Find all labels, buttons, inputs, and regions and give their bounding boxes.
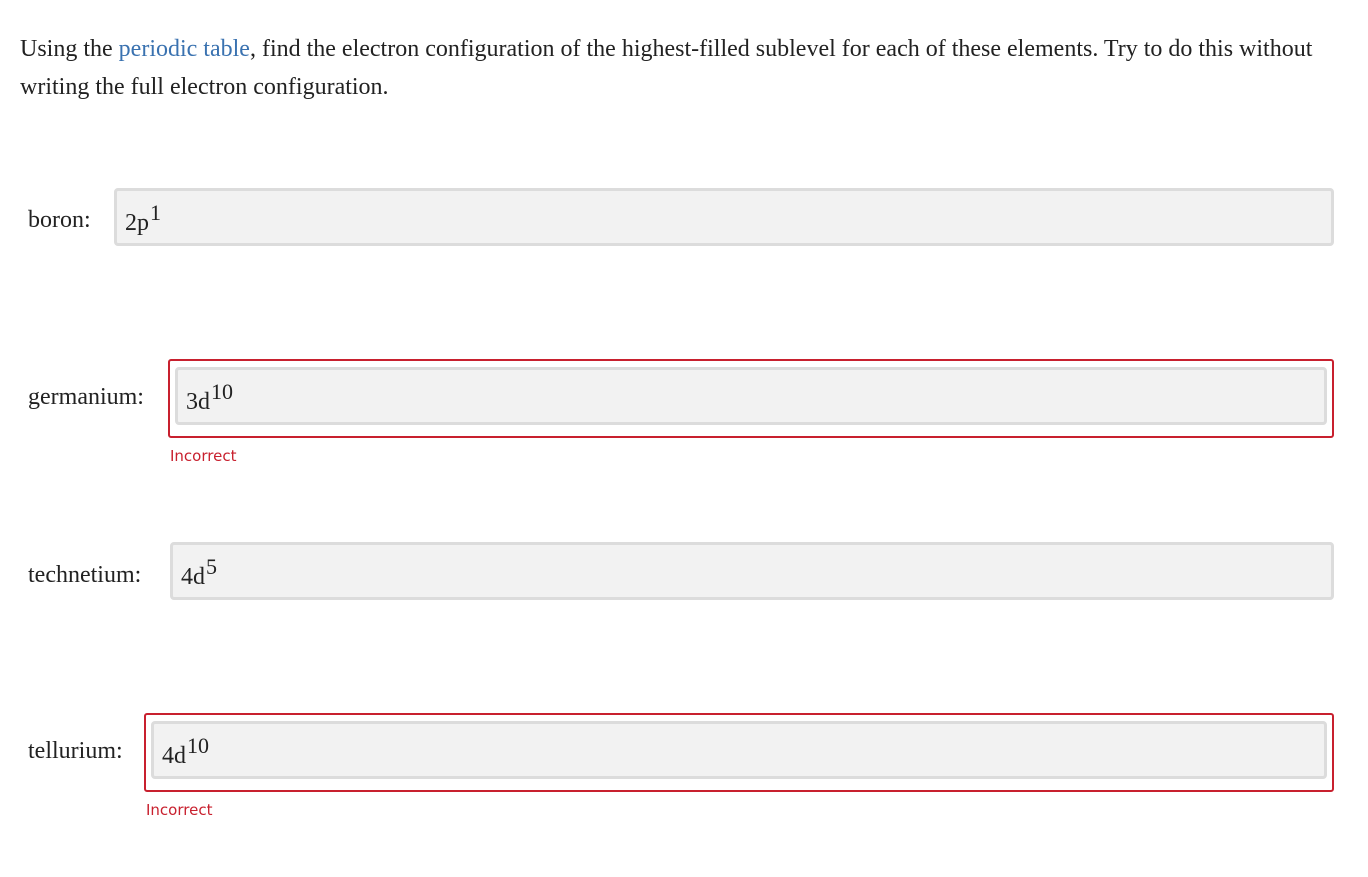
element-label-technetium: technetium: [28, 562, 142, 588]
incorrect-feedback-tellurium: Incorrect [146, 801, 213, 819]
incorrect-answer-frame-tellurium [144, 713, 1334, 792]
answer-field-germanium[interactable] [175, 367, 1327, 425]
answer-base-boron: 2p [125, 210, 149, 236]
answer-base-tellurium: 4d [162, 743, 186, 769]
answer-base-technetium: 4d [181, 564, 205, 590]
answer-base-germanium: 3d [186, 389, 210, 415]
answer-field-tellurium[interactable] [151, 721, 1327, 779]
answer-superscript-tellurium: 10 [187, 733, 209, 758]
answer-superscript-technetium: 5 [206, 554, 217, 579]
answer-superscript-boron: 1 [150, 200, 161, 225]
answer-field-boron[interactable] [114, 188, 1334, 246]
answer-field-technetium[interactable] [170, 542, 1334, 600]
prompt-text-after: , find the electron configuration of the highest-filled sublevel for each of these elements. Try to do this without writing the full electron configuration. [20, 36, 1313, 100]
element-label-germanium: germanium: [28, 384, 144, 410]
incorrect-feedback-germanium: Incorrect [170, 447, 237, 465]
question-prompt [20, 30, 1350, 106]
incorrect-answer-frame-germanium [168, 359, 1334, 438]
periodic-table-link[interactable]: periodic table [118, 36, 250, 62]
element-label-boron: boron: [28, 207, 91, 233]
answer-superscript-germanium: 10 [211, 379, 233, 404]
prompt-text-before: Using the [20, 36, 119, 62]
element-label-tellurium: tellurium: [28, 738, 123, 764]
